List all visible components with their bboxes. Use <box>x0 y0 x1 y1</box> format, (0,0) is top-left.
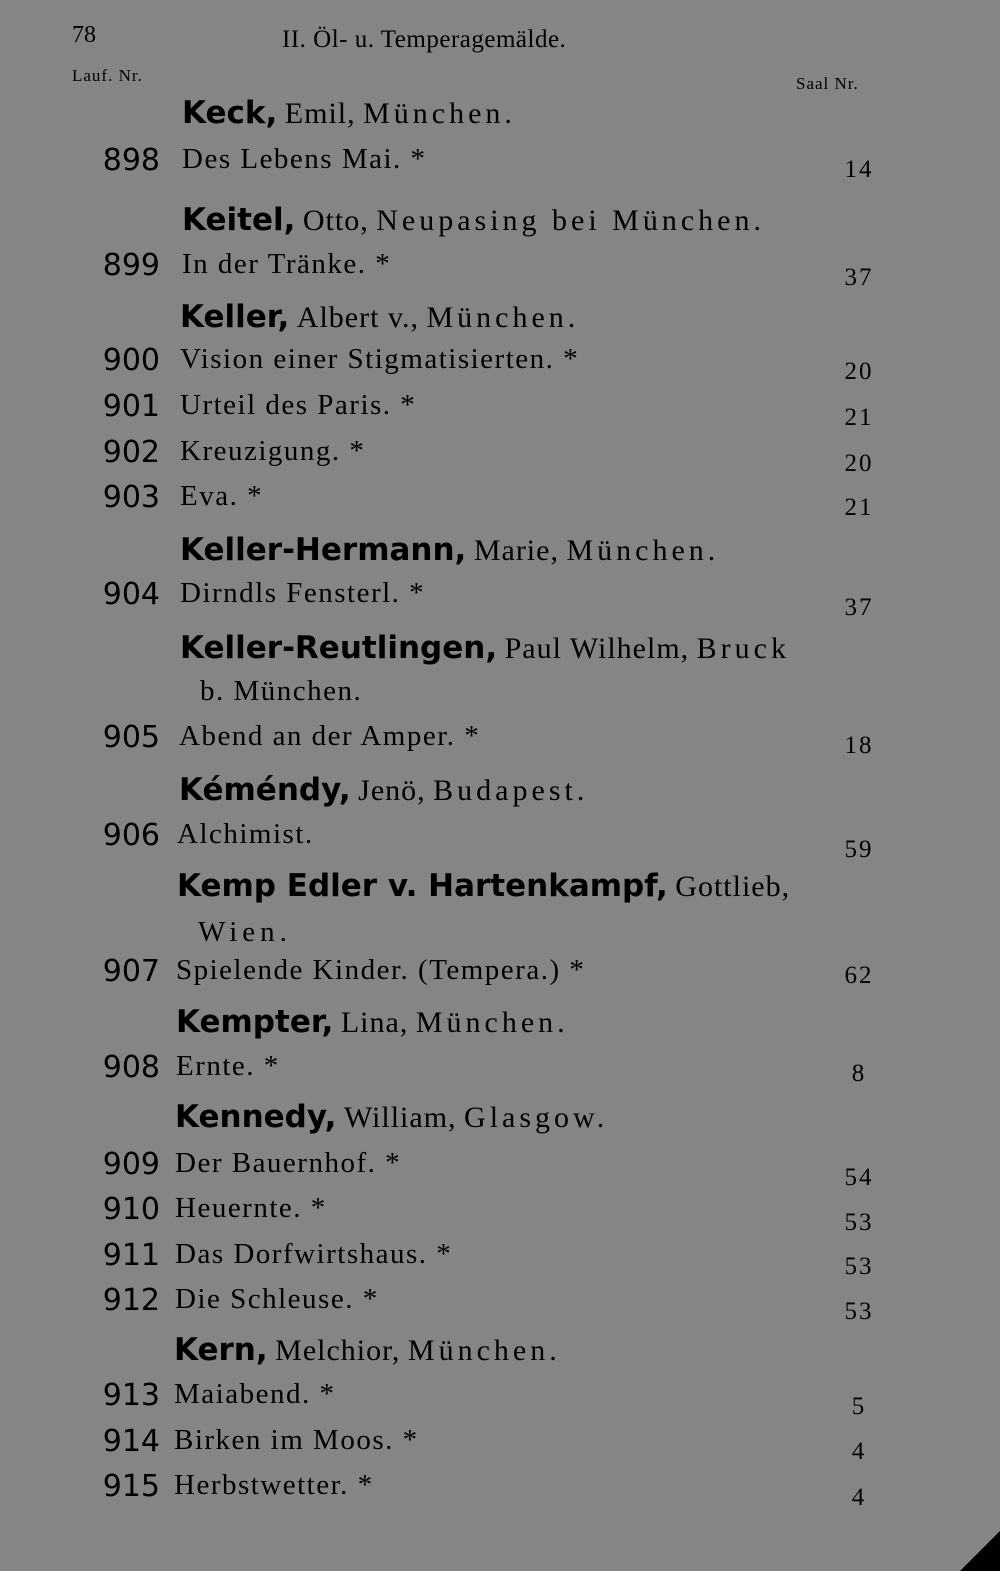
artist-name: Kennedy, <box>175 1099 337 1135</box>
entry-saal: 53 <box>844 1298 874 1325</box>
entry-title: Vision einer Stigmatisierten. * <box>180 343 580 375</box>
artist-first-name: Emil, <box>284 97 356 130</box>
entry-number: 909 <box>102 1147 160 1182</box>
entry-saal: 62 <box>844 962 874 989</box>
scan-corner-shadow <box>960 1531 1000 1571</box>
entry-number: 907 <box>102 954 160 989</box>
artist-first-name: Paul Wilhelm, <box>504 632 690 665</box>
entry-saal: 37 <box>844 264 874 291</box>
entry-number: 899 <box>102 248 160 283</box>
entry-number: 901 <box>102 389 160 424</box>
entry-number: 910 <box>102 1192 160 1227</box>
page-title: II. Öl- u. Temperagemälde. <box>282 26 567 53</box>
column-header-saal-nr: Saal Nr. <box>796 74 859 93</box>
entry-title: Maiabend. * <box>174 1378 336 1410</box>
entry-title: Eva. * <box>180 480 264 512</box>
artist-first-name: Otto, <box>302 204 369 237</box>
entry-saal: 37 <box>844 594 874 621</box>
artist-first-name: Albert v., <box>296 301 419 334</box>
entry-title: Das Dorfwirtshaus. * <box>175 1238 453 1270</box>
entry-title: Heuernte. * <box>175 1192 327 1224</box>
entry-number: 904 <box>102 577 160 612</box>
entry-saal: 20 <box>844 450 874 477</box>
artist-city: Bruck <box>696 632 790 665</box>
artist-name: Kemp Edler v. Hartenkampf, <box>177 868 668 904</box>
entry-title: Ernte. * <box>176 1050 280 1082</box>
artist-city-continued: Wien. <box>198 916 292 948</box>
entry-saal: 21 <box>844 404 874 431</box>
entry-title: Des Lebens Mai. * <box>182 143 427 175</box>
entry-title: Die Schleuse. * <box>175 1283 379 1315</box>
entry-saal: 59 <box>844 836 874 863</box>
artist-name: Keller, <box>180 299 290 335</box>
entry-title: Dirndls Fensterl. * <box>180 577 426 609</box>
artist-heading <box>176 1004 569 1040</box>
entry-saal: 4 <box>851 1484 867 1511</box>
artist-first-name: Lina, <box>340 1006 409 1039</box>
entry-saal: 18 <box>844 732 874 759</box>
artist-heading <box>175 1099 608 1135</box>
artist-heading <box>180 630 790 666</box>
artist-city: München. <box>363 97 516 130</box>
entry-number: 914 <box>102 1424 160 1459</box>
artist-heading <box>179 772 588 808</box>
page-number: 78 <box>72 22 96 48</box>
artist-name: Kern, <box>174 1332 268 1368</box>
artist-heading <box>180 299 579 335</box>
entry-title: Alchimist. <box>177 818 314 850</box>
entry-number: 915 <box>102 1469 160 1504</box>
entry-number: 905 <box>102 720 160 755</box>
entry-saal: 53 <box>844 1209 874 1236</box>
entry-saal: 5 <box>851 1393 867 1420</box>
entry-saal: 54 <box>844 1164 874 1191</box>
entry-title: Der Bauernhof. * <box>175 1147 402 1179</box>
artist-name: Kéméndy, <box>179 772 351 808</box>
artist-city: Neupasing bei München. <box>376 204 765 237</box>
entry-title: Birken im Moos. * <box>174 1424 419 1456</box>
artist-first-name: Gottlieb, <box>675 870 791 903</box>
artist-name: Keitel, <box>182 202 296 238</box>
entry-title: Urteil des Paris. * <box>180 389 417 421</box>
entry-number: 898 <box>102 143 160 178</box>
artist-heading <box>182 202 765 238</box>
artist-city: Glasgow. <box>464 1101 609 1134</box>
artist-first-name: William, <box>343 1101 457 1134</box>
artist-city: München. <box>426 301 580 334</box>
artist-heading <box>177 868 790 904</box>
artist-heading <box>182 95 516 131</box>
entry-number: 912 <box>102 1283 160 1318</box>
artist-city: München. <box>566 534 720 567</box>
entry-number: 908 <box>102 1050 160 1085</box>
entry-number: 900 <box>102 343 160 378</box>
artist-heading <box>174 1332 561 1368</box>
artist-heading <box>180 532 719 568</box>
entry-number: 902 <box>102 435 160 470</box>
entry-title: Kreuzigung. * <box>180 435 366 467</box>
artist-name: Keck, <box>182 95 278 131</box>
artist-first-name: Melchior, <box>275 1334 401 1367</box>
entry-saal: 20 <box>844 358 874 385</box>
entry-saal: 8 <box>851 1060 867 1087</box>
artist-name: Kempter, <box>176 1004 334 1040</box>
entry-number: 906 <box>102 818 160 853</box>
artist-first-name: Marie, <box>473 534 559 567</box>
entry-title: In der Tränke. * <box>182 248 392 280</box>
artist-city: Budapest. <box>433 774 589 807</box>
artist-city: München. <box>415 1006 569 1039</box>
entry-title: Abend an der Amper. * <box>179 720 481 752</box>
entry-saal: 14 <box>844 156 874 183</box>
entry-title: Herbstwetter. * <box>174 1469 374 1501</box>
entry-title: Spielende Kinder. (Tempera.) * <box>176 954 586 986</box>
column-header-lauf-nr: Lauf. Nr. <box>72 66 143 85</box>
entry-number: 913 <box>102 1378 160 1413</box>
entry-number: 903 <box>102 480 160 515</box>
entry-number: 911 <box>102 1238 160 1273</box>
entry-saal: 53 <box>844 1253 874 1280</box>
artist-city-continued: b. München. <box>200 675 363 707</box>
artist-city: München. <box>407 1334 561 1367</box>
artist-name: Keller-Reutlingen, <box>180 630 498 666</box>
artist-first-name: Jenö, <box>358 774 426 807</box>
artist-name: Keller-Hermann, <box>180 532 467 568</box>
entry-saal: 4 <box>851 1438 867 1465</box>
entry-saal: 21 <box>844 494 874 521</box>
